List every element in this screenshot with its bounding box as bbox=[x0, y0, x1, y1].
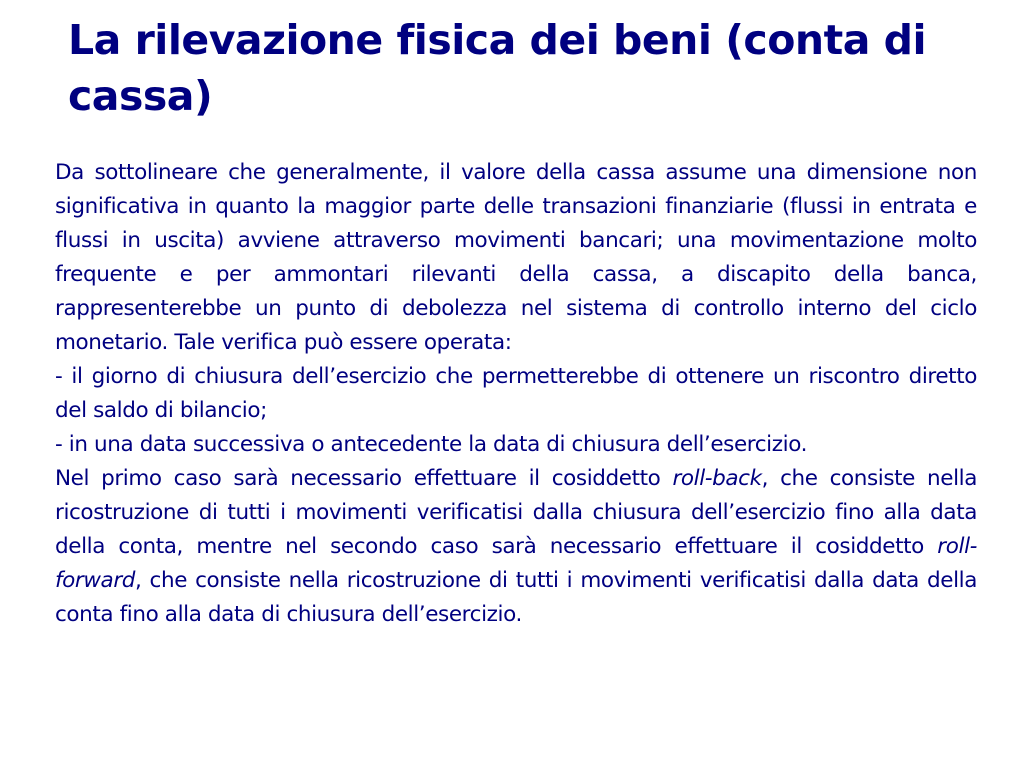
intro-paragraph: Da sottolineare che generalmente, il valore della cassa assume una dimensione non significativa in quanto la maggior parte delle transazioni finanziarie (flussi in entrata e flussi in uscita) avviene attraverso movimenti bancari; una movimentazione molto frequente e per ammontari rilevanti della cassa, a discapito della banca, rappresenterebbe un punto di debolezza nel sistema di controllo interno del ciclo monetario. Tale verifica può essere operata: bbox=[55, 160, 977, 355]
list-item-closing-date: - il giorno di chiusura dell’esercizio che permetterebbe di ottenere un riscontro diretto del saldo di bilancio; bbox=[55, 364, 977, 423]
list-item-other-date: - in una data successiva o antecedente la data di chiusura dell’esercizio. bbox=[55, 432, 808, 457]
conclusion-text-3: , che consiste nella ricostruzione di tutti i movimenti verificatisi dalla data della conta fino alla data di chiusura dell’esercizio. bbox=[55, 568, 977, 627]
slide-body bbox=[55, 156, 977, 632]
conclusion-text-1: Nel primo caso sarà necessario effettuare il cosiddetto bbox=[55, 466, 673, 491]
term-roll-back: roll-back bbox=[672, 466, 762, 491]
term-roll-forward: roll-forward bbox=[55, 534, 977, 593]
conclusion-paragraph bbox=[55, 462, 977, 632]
slide-title: La rilevazione fisica dei beni (conta di cassa) bbox=[68, 16, 927, 120]
conclusion-text-2: , che consiste nella ricostruzione di tutti i movimenti verificatisi dalla chiusura dell’esercizio fino alla data della conta, mentre nel secondo caso sarà necessario effettuare il cosiddetto bbox=[55, 466, 978, 559]
